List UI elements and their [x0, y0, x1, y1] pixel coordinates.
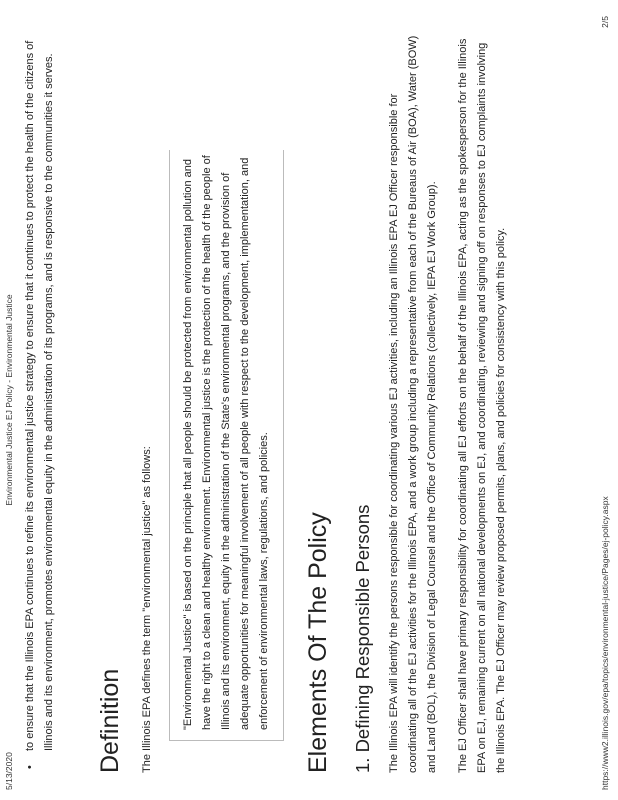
print-footer-url: https://www2.illinois.gov/epa/topics/environmental-justice/Pages/ej-policy.aspx: [600, 496, 610, 790]
ej-officer-paragraph: The EJ Officer shall have primary responsibility for coordinating all EJ efforts on the behalf of the Illinois EPA, acting as the spokesperson for the Illinois EPA on EJ, remaining current on all national developments on EJ, and coordinating, reviewing and signing off on responses to EJ complaints involving the Illinois EPA. The EJ Officer may review proposed permits, plans, and policies for consistency with this policy.: [457, 38, 507, 773]
page-content: [21, 33, 511, 773]
responsible-persons-paragraph: The Illinois EPA will identify the persons responsible for coordinating various EJ activities, including an Illinois EPA EJ Officer responsible for coordinating all of the EJ activities for the Illinois EPA, and a work group including a representative from each of the Bureaus of Air (BOA), Water (BOW) and Land (BOL), the Division of Legal Counsel and the Office of Community Relations (collectively, IEPA EJ Work Group).: [388, 35, 438, 773]
elements-heading: Elements Of The Policy: [304, 512, 332, 773]
definition-quote: "Environmental Justice" is based on the principle that all people should be protected from environmental pollution and have the right to a clean and healthy environment. Environmental justice is the protection of the health of the people of Illinois and its environment, equity in the administration of the State's environmental programs, and the provision of adequate opportunities for meaningful involvement of all people with respect to the development, implementation, and enforcement of environmental laws, regulations, and policies.: [169, 150, 284, 741]
definition-intro: The Illinois EPA defines the term "environmental justice" as follows:: [141, 446, 153, 773]
responsible-persons-heading: 1. Defining Responsible Persons: [352, 504, 373, 773]
list-item-text: to ensure that the Illinois EPA continues to refine its environmental justice strategy to ensure that it continues to protect the health of the citizens of Illinois and its environment, promotes environmental equity in the administration of its programs, and is responsive to the communities it serves.: [24, 40, 55, 751]
list-item: [21, 33, 59, 773]
definition-heading: Definition: [96, 668, 124, 773]
print-header-title: Environmental Justice EJ Policy - Environmental Justice: [4, 294, 14, 506]
print-date: 5/13/2020: [4, 752, 14, 790]
bullet-icon: •: [24, 765, 36, 769]
page-number: 2/5: [600, 16, 610, 28]
